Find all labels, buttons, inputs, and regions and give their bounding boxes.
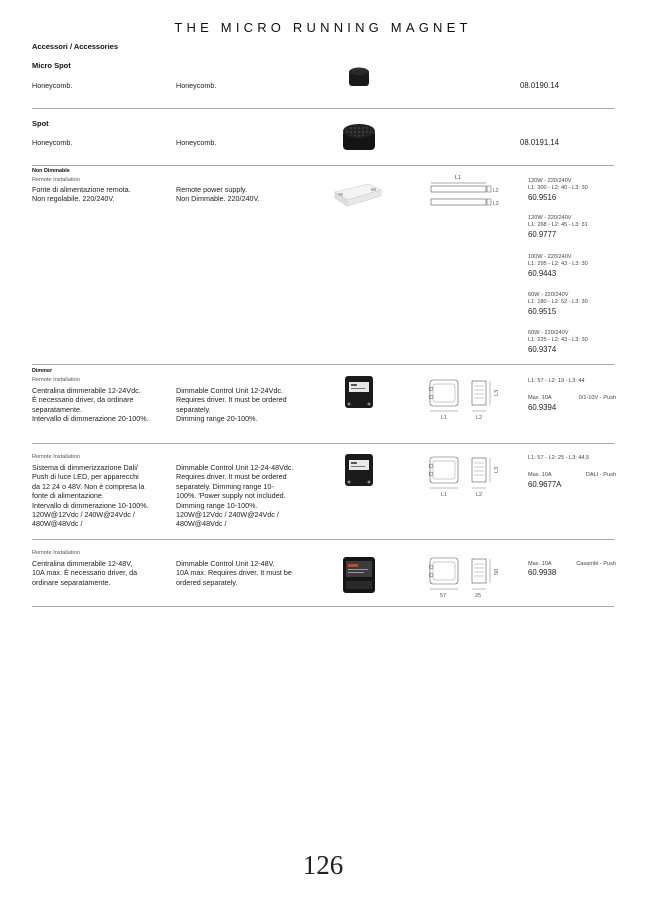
spot-it: Honeycomb. bbox=[32, 138, 73, 147]
dimmer3-drawing bbox=[428, 556, 508, 600]
spot-en: Honeycomb. bbox=[176, 138, 217, 147]
divider bbox=[32, 364, 614, 365]
micro-spot-it: Honeycomb. bbox=[32, 81, 73, 90]
non-dimmable-heading: Non Dimmable bbox=[32, 168, 70, 174]
variant-3: 100W - 220/240V L1: 295 - L2: 43 - L3: 30 60.9443 bbox=[528, 254, 588, 278]
variant-5: 60W - 220/240V L1: 225 - L2: 43 - L3: 30 60.9374 bbox=[528, 330, 588, 354]
micro-spot-heading: Micro Spot bbox=[32, 61, 71, 70]
divider bbox=[32, 539, 614, 540]
dimmer2-product-image bbox=[343, 452, 375, 488]
power-supply-drawing bbox=[430, 183, 500, 211]
spot-code: 08.0191.14 bbox=[520, 138, 560, 147]
divider bbox=[32, 443, 614, 444]
dimmer3-label-w: 57 bbox=[440, 593, 447, 599]
micro-spot-honeycomb-image bbox=[348, 66, 370, 90]
dimmer2-label-l3: L3 bbox=[494, 466, 500, 473]
divider bbox=[32, 606, 614, 607]
dimmer2-it: Sistema di dimmerizzazione Dali/ Push di luce LED, per apparecchi da 12 24 o 48V. Non è compresa la fonte di alimentazione. Intervallo di dimmerazione 10-100%. 120W@12Vdc / 240W@24Vdc / 480W@48Vdc / bbox=[32, 463, 149, 529]
micro-spot-code: 08.0190.14 bbox=[520, 81, 560, 90]
dimmer2-subheading: Remote Installation bbox=[32, 454, 80, 460]
drawing-label-l2: L2 bbox=[493, 188, 499, 194]
dimmer1-label-l2: L2 bbox=[476, 415, 483, 421]
spot-honeycomb-image bbox=[341, 122, 377, 154]
dimmer3-subheading: Remote Installation bbox=[32, 550, 80, 556]
dimmer3-label-h: 50 bbox=[494, 568, 500, 575]
dimmer3-product-image bbox=[341, 555, 377, 595]
page-title: THE MICRO RUNNING MAGNET bbox=[174, 20, 472, 35]
non-dimmable-en: Remote power supply. Non Dimmable. 220/240V. bbox=[176, 185, 260, 204]
dimmer1-spec: L1: 57 - L2: 19 - L3: 44 Max. 10A 0/1-10V - Push 60.9394 bbox=[528, 378, 616, 412]
dimmer1-en: Dimmable Control Unit 12-24Vdc. Requires driver. It must be ordered separately. Dimming range 20-100%. bbox=[176, 386, 287, 424]
dimmer2-spec: L1: 57 - L2: 25 - L3: 44,5 Max. 10A DALI - Push 60.9677A bbox=[528, 455, 616, 489]
section-title: Accessori / Accessories bbox=[32, 42, 119, 51]
dimmer3-label-d: 25 bbox=[475, 593, 482, 599]
divider bbox=[32, 108, 614, 109]
dimmer1-drawing bbox=[428, 378, 508, 422]
non-dimmable-it: Fonte di alimentazione remota. Non regolabile. 220/240V. bbox=[32, 185, 131, 204]
spot-heading: Spot bbox=[32, 119, 49, 128]
variant-2: 120W - 220/240V L1: 268 - L2: 45 - L3: 31 60.9777 bbox=[528, 215, 588, 239]
dimmer1-label-l1: L1 bbox=[441, 415, 448, 421]
dimmer3-spec: Max. 10A Casambi - Push 60.9938 bbox=[528, 561, 616, 578]
dimmer1-it: Centralina dimmerabile 12-24Vdc. È necessario driver, da ordinare separatamente. Intervallo di dimmerazione 20-100%. bbox=[32, 386, 149, 424]
dimmer1-label-l3: L3 bbox=[494, 389, 500, 396]
dimmer2-label-l1: L1 bbox=[441, 492, 448, 498]
power-supply-image bbox=[333, 180, 383, 210]
dimmer2-label-l2: L2 bbox=[476, 492, 483, 498]
page-number: 126 bbox=[302, 850, 344, 880]
drawing-label-l1: L1 bbox=[455, 175, 462, 181]
dimmer1-subheading: Remote Installation bbox=[32, 377, 80, 383]
divider bbox=[32, 165, 614, 166]
non-dimmable-subheading: Remote Installation bbox=[32, 177, 80, 183]
dimmer3-it: Centralina dimmerabile 12-48V, 10A max. È necessario driver, da ordinare separatamente. bbox=[32, 559, 138, 587]
variant-1: 120W - 220/240V L1: 300 - L2: 40 - L3: 30 60.9516 bbox=[528, 178, 588, 202]
dimmer2-en: Dimmable Control Unit 12-24-48Vdc. Requires driver. It must be ordered separately. Dimming range 10- 100%. 'Power supply not included. Dimming range 10-100%. 120W@12Vdc / 240W@24Vdc / 480W@48Vdc / bbox=[176, 463, 294, 529]
micro-spot-en: Honeycomb. bbox=[176, 81, 217, 90]
drawing-label-l3: L3 bbox=[493, 201, 499, 207]
dimmer3-en: Dimmable Control Unit 12-48V, 10A max. Requires driver. It must be ordered separately. bbox=[176, 559, 292, 587]
dimmer-heading: Dimmer bbox=[32, 368, 53, 374]
dimmer1-product-image bbox=[343, 374, 375, 410]
dimmer2-drawing bbox=[428, 455, 508, 499]
variant-4: 60W - 220/240V L1: 180 - L2: 52 - L3: 30 60.9515 bbox=[528, 292, 588, 316]
